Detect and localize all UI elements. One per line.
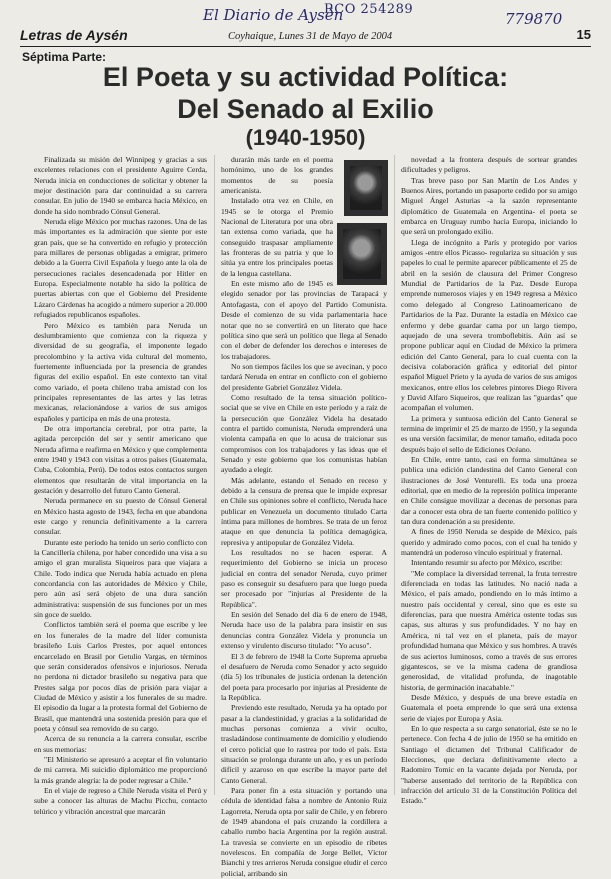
neruda-portrait-photo — [344, 160, 388, 216]
column-divider — [394, 155, 395, 795]
section-name: Letras de Aysén — [20, 27, 128, 43]
neruda-portrait-photo — [337, 223, 387, 285]
article-paragraph: Acerca de su renuncia a la carrera consular, escribe en sus memorias: — [34, 734, 207, 754]
article-paragraph: Durante este período ha tenido un serio conflicto con la Cancillería chilena, por haber concedido una visa a su amigo el gran muralista Siqueiros para que viajara a Chile. Todo indica que Neruda había actuado en plena concordancia con las autoridades de México y Chile, pero aún así será objeto de una dura sanción administrativa: suspensión de sus funciones por un mes sin goce de sueldo. — [34, 537, 207, 620]
article-paragraph: El 3 de febrero de 1948 la Corte Suprema aprueba el desafuero de Neruda como Senador y acto seguido (día 5) los tribunales de justicia ordenan la detención del poeta para procesarlo por injurias al Presidente de la República. — [221, 651, 387, 702]
article-paragraph: novedad a la frontera después de sortear grandes dificultades y peligros. — [401, 155, 577, 175]
article-paragraph: Previendo este resultado, Neruda ya ha optado por pasar a la clandestinidad, y gracias a la solidaridad de muchas personas comienza a vivir oculto, trasladándose continuamente de domicilio y eludiendo el cerco policial que lo rastrea por todo el país. Esta situación se prolonga durante un año, y es un período difícil y azaroso en que escribe la mayor parte del Canto General. — [221, 703, 387, 785]
article-paragraph: Tras breve paso por San Martín de Los Andes y Buenos Aires, portando un pasaporte cedido por su amigo Miguel Ángel Asturias -a la sazón representante diplomático de Guatemala en Argentina- el poeta se embarca en Uruguay rumbo hacia Europa, iniciando lo que será un prolongado exilio. — [401, 175, 577, 237]
handwritten-paper-name: El Diario de Aysén — [203, 6, 344, 24]
article-paragraph: Pero México es también para Neruda un deslumbramiento que comienza con la riqueza y diversidad de su geografía, el imponente legado precolombino y la activa vida cultural del momento, fuertemente influenciada por la presencia de grandes figuras del exilio español. En este contexto tan vital como variado, el poeta chileno traba amistad con los principales representantes de las artes y las letras mexicanas, relacionándose a varios de sus amigos españoles y participa en más de una protesta. — [34, 320, 207, 423]
article-paragraph: Como resultado de la tensa situación político-social que se vive en Chile en este período y a raíz de la persecución que González Videla ha desatado contra el partido comunista, Neruda emprenderá una violenta campaña en que lo acusa de traicionar sus compromisos con los trabajadores y las ideas que el Senado y este gobierno que los comunistas habían ayudado a elegir. — [221, 392, 387, 475]
article-paragraph: Neruda permanece en su puesto de Cónsul General en México hasta agosto de 1943, fecha en que abandona este cargo y renuncia definitivamente a la carrera consular. — [34, 496, 207, 537]
article-paragraph: Llega de incógnito a París y protegido por varios amigos -entre ellos Picasso- regulariza su situación y sus papeles lo cual le permite aparecer públicamente el 25 de abril en la sesión de clausura del Primer Congreso Mundial de Partidarios de la Paz. Desde Europa emprende numerosos viajes y en 1949 regresa a México como delegado al Congreso Latinoamericano de Partidarios de la Paz. Durante la estadía en México cae enfermo y debe guardar cama por un largo tiempo, aquejado de una severa tromboflebitis. Aún así se propone publicar aquí en Ciudad de México la primera edición del Canto General, para lo cual cuenta con la decisiva colaboración gráfica y editorial del pintor español Miguel Prieto y la ayuda de varios de sus amigos mexicanos, entre ellos los celebres pintores Diego Rivera y David Alfaro Siqueiros, que realizan las "guardas" que acompañan el volumen. — [401, 237, 577, 413]
article-paragraph: "Me complace la diversidad terrenal, la fruta terrestre diferenciada en todas las latitudes. No nació nada a México, el país amado, pondiendo en lo más íntimo a nuestro país occidental y cereal, sino que es este su diferencias, para que nuestra América ostente todas sus capas, sus alturas y sus profundidades. Y no hay en América, ni tal vez en el planeta, país de mayor profundidad humana que México y sus hombres. A través de sus aciertos luminosos, como a través de sus errores gigantescos, se ve la misma cadena de grandiosa generosidad, de vitalidad profunda, de inagotable historia, de germinación inacabable." — [401, 568, 577, 692]
article-paragraph: En Chile, entre tanto, casi en forma simultánea se publica una edición clandestina del Canto General con ilustraciones de José Venturelli. Es toda una proeza editorial, que en medio de la represión política imperante en Chile consigue movilizar a decenas de personas para dar a conocer esta obra de tan fuerte contenido político y tan dura condenación a su presidente. — [401, 454, 577, 527]
page-header — [20, 26, 591, 47]
article-column-1 — [34, 155, 207, 816]
article-paragraph: Los resultados no se hacen esperar. A requerimiento del Gobierno se inicia un proceso judicial en contra del senador Neruda, cuyo primer paso es conseguir su desafuero para que luego pueda ser procesado por "injurias al Presidente de la República". — [221, 548, 387, 609]
article-paragraph: En este mismo año de 1945 es elegido senador por las provincias de Tarapacá y Antofagasta, con el apoyo del Partido Comunista. Desde el comienzo de su vida parlamentaria hace notar que no se convertirá en un literato que hace política sino que será un político que llega al Senado con el deber de defender los derechos e intereses de los trabajadores. — [221, 279, 387, 361]
article-paragraph: Intentando resumir su afecto por México, escribe: — [411, 558, 563, 568]
page-number: 15 — [576, 27, 591, 42]
handwritten-archive-number: 779870 — [505, 10, 563, 28]
headline-line-1: El Poeta y su actividad Política: — [102, 62, 509, 92]
article-paragraph: No son tiempos fáciles los que se avecinan, y poco tardará Neruda en entrar en conflicto con el gobierno del presidente Gabriel González Videla. — [221, 361, 387, 392]
article-paragraph: Finalizada su misión del Winnipeg y gracias a sus excelentes relaciones con el presidente Aguirre Cerda, Neruda inicia en conducciones de solicitar y obtener la mejor destinación para dar continuidad a su carrera consular. En julio de 1940 se embarca hacia México, en donde ha sido nombrado Cónsul General. — [34, 155, 207, 216]
article-paragraph: "El Ministerio se apresuró a aceptar el fin voluntario de mi carrera. Mi suicidio diplomático me proporcionó la más grande alegría: la de poder regresar a Chile." — [34, 754, 207, 785]
article-paragraph: Desde México, y después de una breve estadía en Guatemala el poeta emprende lo que será una extensa serie de viajes por Europa y Asia. — [401, 692, 577, 723]
article-paragraph: En el viaje de regreso a Chile Neruda visita el Perú y sube a conocer las alturas de Machu Picchu, contacto telúrico y vibración ancestral que marcarán — [34, 785, 207, 816]
article-paragraph: Conflictos también será el poema que escribe y lee en los funerales de la madre del líder comunista brasileño Luis Carlos Prestes, por aquel entonces encarcelado en Brasil por Getulio Vargas, en términos que serán considerados ofensivos e injuriosos. Neruda no perdona ni dictador brasileño su negativa para que Prestes salga por pocos días de prisión para viajar a Ciudad de México y asistir a los funerales de su madre. El episodio da lugar a la protesta formal del Gobierno de Brasil, que mantendrá una sostenida presión para que el poeta y cónsul sea removido de su cargo. — [34, 620, 207, 733]
kicker: Séptima Parte: — [22, 50, 107, 64]
article-paragraph: Para poner fin a esta situación y portando una cédula de identidad falsa a nombre de Antonio Ruiz Lagorreta, Neruda opta por salir de Chile, y en febrero de 1949 abandona el país cruzando la cordillera a caballo rumbo hacia Argentina por la región austral. La travesía se convierte en un episodio de ribetes novelescos. En compañía de Jorge Bellet, Víctor Bianchi y tres arrieros Neruda consigue eludir el cerco policial, arribando sin — [221, 785, 387, 878]
article-paragraph: En lo que respecta a su cargo senatorial, éste se no le pertenece. Con fecha 4 de julio de 1950 se ha emitido en Santiago el dictamen del Tribunal Calificador de Elecciones, que declara definitivamente electo a Radomiro Tomic en la vacante dejada por Neruda, por "haberse ausentado del territorio de la República con infracción del artículo 31 de la Constitución Política del Estado." — [401, 723, 577, 806]
article-paragraph: Instalado otra vez en Chile, en 1945 se le otorga el Premio Nacional de Literatura por una obra tan extensa como variada, que ha conseguido traspasar ampliamente las fronteras de su patria y que lo sitúa ya entre los principales poetas de la lengua castellana. — [221, 196, 333, 278]
article-paragraph: De otra importancia cerebral, por otra parte, la agitada percepción del ser y sentir americano que Neruda afirma e reafirma en México y que complementa entre 1940 y 1943 con visitas a otros países (Guatemala, Cuba, Colombia, Perú). De todos estos contactos surgen elementos que resultarán de vital importancia en la gestación y desarrollo del futuro Canto General. — [34, 423, 207, 495]
article-paragraph: En sesión del Senado del día 6 de enero de 1948, Neruda hace uso de la palabra para insistir en sus denuncias contra González Videla y pronuncia un extenso y virulento discurso titulado: "Yo acuso". — [221, 610, 387, 651]
article-paragraph: Más adelante, estando el Senado en receso y debido a la censura de prensa que le impide expresar en Chile sus opiniones sobre el conflicto, Neruda hace publicar en Venezuela un documento titulado Carta íntima para millones de hombres. Se trata de un feroz ataque en que denuncia la política demagógica, represiva y antipopular de González Videla. — [221, 475, 387, 547]
article-paragraph: Neruda elige México por muchas razones. Una de las más importantes es la admiración que siente por este gran país, que se ha convertido en refugio y protección para millares de personas obligadas a emigrar, primero debido a la Guerra Civil Española y luego ante la ola de persecuciones raciales desencadenada por Hitler en Europa. Especialmente notable ha sido la política de puertas abiertas con que el Gobierno del Presidente Lázaro Cárdenas ha acogido a número superior a 20.000 refugiados republicanos españoles. — [34, 217, 207, 320]
headline-years: (1940-1950) — [245, 125, 366, 150]
article-paragraph: La primera y suntuosa edición del Canto General se termina de imprimir el 25 de marzo de 1950, y la segunda es una versión facsimilar, de menor tamaño, editada poco después bajo el sello de Ediciones Océano. — [401, 413, 577, 454]
handwritten-archive-code: RCO 254289 — [324, 2, 414, 17]
column-divider — [214, 155, 215, 795]
article-paragraph: durarán más tarde en el poema homónimo, uno de los grandes momentos de su poesía americanista. — [221, 155, 333, 196]
article-column-3 — [401, 155, 577, 806]
article-paragraph: A fines de 1950 Neruda se despide de México, país querido y admirado como pocos, con el cual ha tenido y mantendrá un poderoso vínculo espiritual y fraternal. — [401, 527, 577, 558]
headline-line-2: Del Senado al Exilio — [177, 94, 434, 124]
dateline: Coyhaique, Lunes 31 de Mayo de 2004 — [228, 31, 393, 42]
